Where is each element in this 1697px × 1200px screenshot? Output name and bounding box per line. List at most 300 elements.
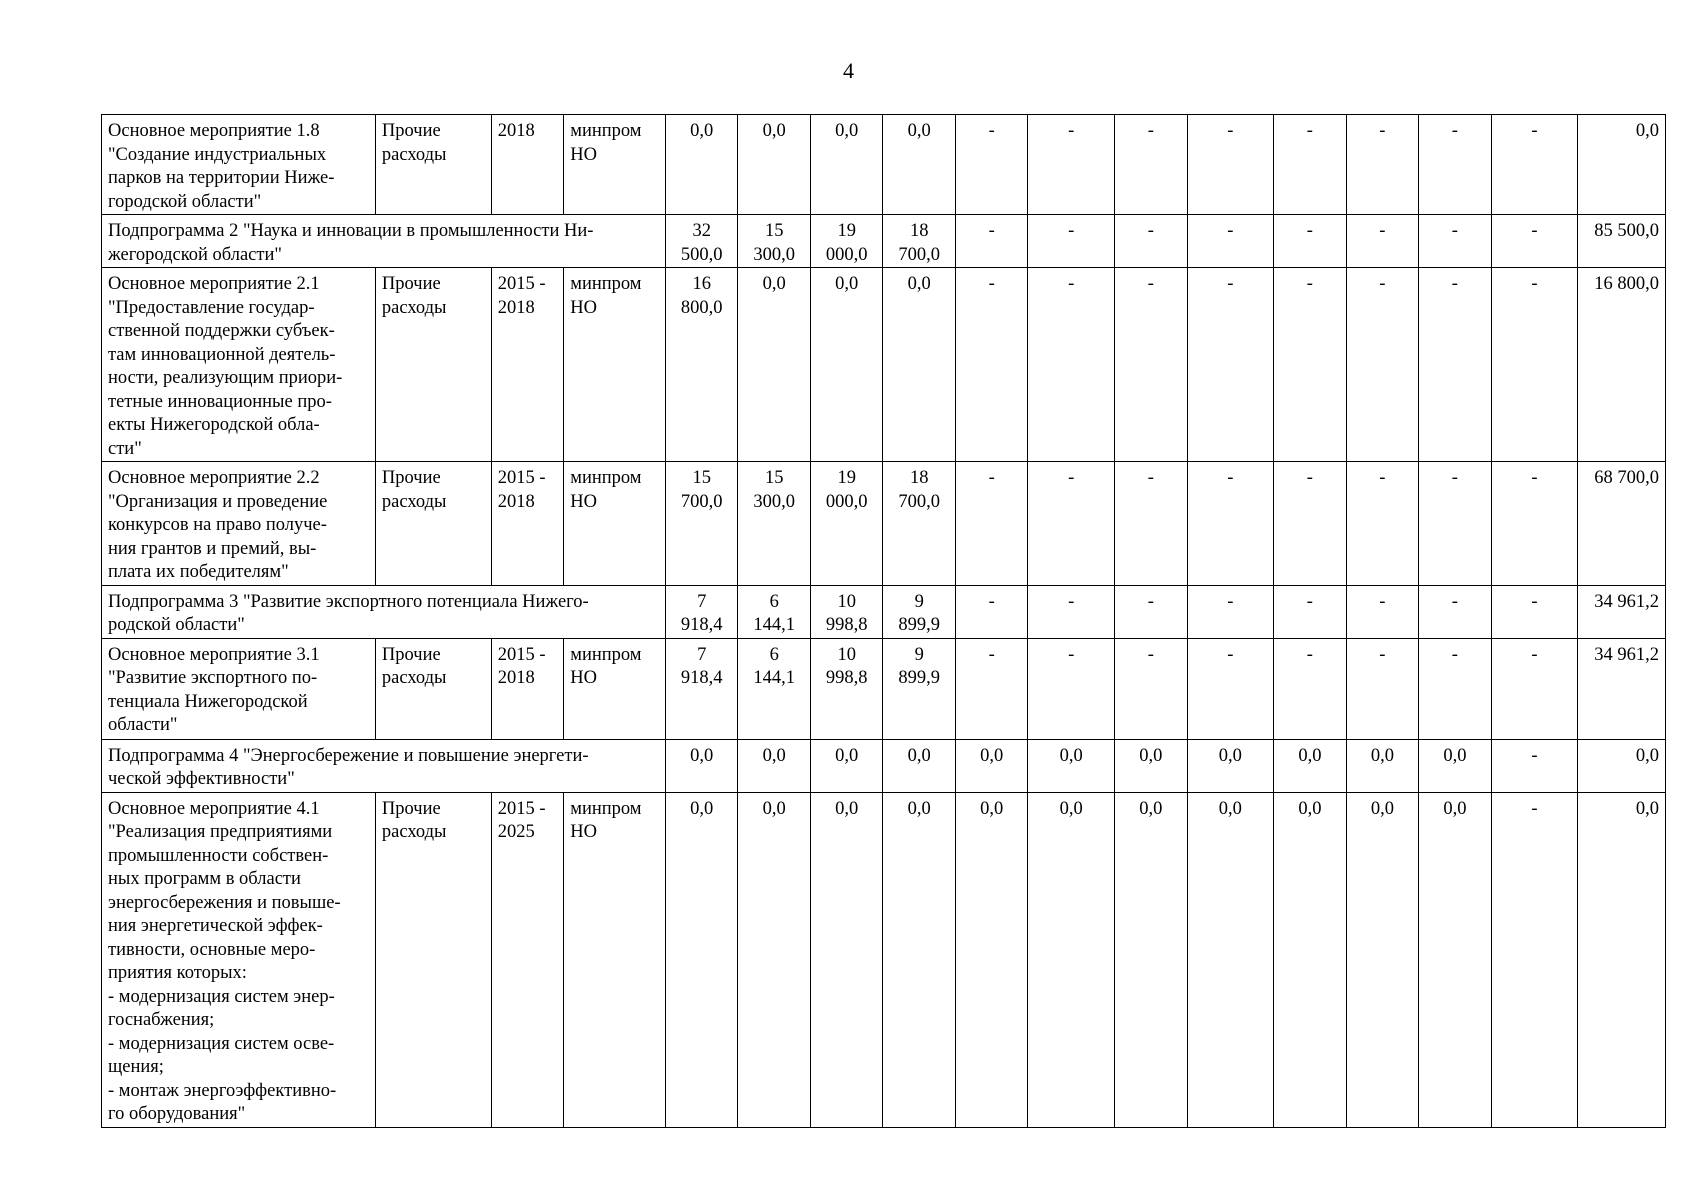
value-line: 0,0	[1139, 798, 1163, 819]
year-value-cell	[1028, 215, 1115, 268]
total-value: 16 800,0	[1594, 274, 1659, 294]
measure-name-line: "Развитие экспортного по-	[108, 668, 318, 688]
value-line: 7	[697, 644, 707, 665]
year-value-cell	[1115, 585, 1188, 638]
year-value-cell	[883, 115, 956, 215]
year-value-cell	[955, 268, 1028, 462]
subprogram-name-cell	[102, 585, 666, 638]
value-line: -	[988, 221, 995, 241]
measure-name-line: Основное мероприятие 2.1	[108, 274, 320, 294]
executor-cell	[564, 268, 666, 462]
value-line: 18	[909, 221, 929, 241]
value-line: 7	[697, 591, 707, 612]
value-line: -	[1531, 798, 1538, 819]
year-value-cell	[1274, 739, 1347, 792]
year-value-cell	[1187, 638, 1274, 739]
year-value-cell	[738, 268, 811, 462]
year-value-cell	[1419, 268, 1492, 462]
value-line: 0,0	[1443, 745, 1467, 766]
year-value-cell	[883, 739, 956, 792]
expense-type-line: Прочие	[381, 274, 441, 294]
value-line: 918,4	[680, 615, 723, 635]
value-line: 19	[837, 468, 856, 488]
expense-type-line: расходы	[381, 822, 447, 842]
value-line: 0,0	[907, 121, 931, 141]
year-value-cell	[955, 638, 1028, 739]
period-line: 2025	[497, 822, 535, 842]
year-value-cell	[1274, 462, 1347, 586]
expense-type-line: расходы	[381, 491, 447, 512]
executor-cell	[564, 115, 666, 215]
value-line: -	[988, 274, 995, 294]
year-value-cell	[883, 215, 956, 268]
measure-name-line: приятия которых:	[108, 963, 247, 983]
measure-row	[102, 268, 1666, 462]
value-line: 000,0	[825, 491, 868, 512]
year-value-cell	[1028, 739, 1115, 792]
value-line: 10	[837, 644, 856, 665]
year-value-cell	[810, 585, 883, 638]
measure-name-line: ственной поддержки субъек-	[108, 321, 335, 341]
expense-type-cell	[375, 638, 491, 739]
total-value: 68 700,0	[1594, 468, 1659, 488]
expense-type-cell	[375, 115, 491, 215]
measure-name-line: сти"	[108, 438, 142, 459]
value-line: 700,0	[898, 244, 940, 265]
executor-line: НО	[570, 297, 597, 318]
value-line: -	[1147, 221, 1154, 241]
year-value-cell	[955, 739, 1028, 792]
year-value-cell	[1346, 115, 1419, 215]
value-line: 899,9	[898, 615, 940, 635]
year-value-cell	[1115, 739, 1188, 792]
value-line: 0,0	[907, 274, 931, 294]
value-line: -	[988, 468, 995, 488]
value-line: -	[1306, 221, 1313, 241]
period-line: 2018	[497, 668, 535, 688]
measure-name-line: энергосбережения и повыше-	[108, 892, 341, 913]
period-line: 2018	[497, 121, 535, 141]
total-cell	[1578, 268, 1666, 462]
expense-type-cell	[375, 792, 491, 1127]
measure-name-cell	[102, 462, 376, 586]
value-line: -	[1379, 221, 1386, 241]
value-line: 0,0	[1059, 798, 1083, 819]
year-value-cell	[810, 638, 883, 739]
measure-name-line: - монтаж энергоэффективно-	[108, 1080, 337, 1101]
year-value-cell	[1346, 792, 1419, 1127]
total-cell	[1578, 215, 1666, 268]
subprogram-name-line: жегородской области"	[108, 244, 282, 265]
value-line: -	[1147, 468, 1154, 488]
year-value-cell	[810, 462, 883, 586]
value-line: 0,0	[1298, 745, 1322, 766]
value-line: -	[1147, 274, 1154, 294]
value-line: 10	[837, 591, 856, 612]
executor-cell	[564, 792, 666, 1127]
year-value-cell	[1491, 638, 1578, 739]
measure-row	[102, 115, 1666, 215]
year-value-cell	[955, 115, 1028, 215]
year-value-cell	[665, 739, 738, 792]
year-value-cell	[1187, 585, 1274, 638]
year-value-cell	[1346, 215, 1419, 268]
period-line: 2015 -	[497, 798, 546, 819]
year-value-cell	[1491, 215, 1578, 268]
year-value-cell	[883, 268, 956, 462]
year-value-cell	[1115, 792, 1188, 1127]
measure-name-line: тивности, основные меро-	[108, 939, 316, 960]
value-line: -	[1306, 274, 1313, 294]
year-value-cell	[1274, 215, 1347, 268]
year-value-cell	[883, 462, 956, 586]
year-value-cell	[1115, 462, 1188, 586]
measure-row	[102, 792, 1666, 1127]
year-value-cell	[1115, 638, 1188, 739]
year-value-cell	[1187, 268, 1274, 462]
value-line: -	[1531, 468, 1538, 488]
expense-type-line: Прочие	[381, 798, 441, 819]
measure-name-cell	[102, 268, 376, 462]
executor-line: НО	[570, 144, 597, 165]
value-line: 15	[764, 221, 784, 241]
measure-name-line: Основное мероприятие 4.1	[108, 798, 320, 819]
measure-name-line: Основное мероприятие 3.1	[108, 644, 320, 665]
executor-cell	[564, 638, 666, 739]
value-line: 000,0	[825, 244, 868, 265]
expense-type-line: Прочие	[381, 121, 441, 141]
year-value-cell	[1187, 115, 1274, 215]
period-line: 2018	[497, 491, 535, 512]
year-value-cell	[665, 638, 738, 739]
subprogram-row	[102, 585, 1666, 638]
value-line: 144,1	[753, 615, 795, 635]
measure-name-line: плата их победителям"	[108, 562, 289, 582]
total-cell	[1578, 462, 1666, 586]
value-line: 9	[914, 591, 924, 612]
year-value-cell	[1115, 268, 1188, 462]
year-value-cell	[1028, 638, 1115, 739]
value-line: 0,0	[690, 121, 714, 141]
value-line: -	[1531, 745, 1538, 766]
value-line: -	[1068, 468, 1075, 488]
measure-name-line: екты Нижегородской обла-	[108, 415, 320, 435]
value-line: -	[1451, 644, 1458, 665]
year-value-cell	[738, 792, 811, 1127]
year-value-cell	[810, 215, 883, 268]
total-cell	[1578, 638, 1666, 739]
budget-table	[101, 114, 1666, 1128]
year-value-cell	[665, 115, 738, 215]
value-line: 899,9	[898, 668, 940, 688]
value-line: -	[1068, 644, 1075, 665]
period-cell	[491, 792, 564, 1127]
value-line: 15	[692, 468, 711, 488]
measure-name-line: "Реализация предприятиями	[108, 822, 333, 842]
measure-name-line: ния энергетической эффек-	[108, 916, 323, 936]
value-line: -	[1531, 591, 1538, 612]
value-line: -	[1531, 274, 1538, 294]
value-line: -	[1451, 468, 1458, 488]
value-line: -	[1451, 274, 1458, 294]
subprogram-name-line: Подпрограмма 3 "Развитие экспортного потенциала Нижего-	[108, 591, 589, 612]
period-line: 2018	[497, 297, 535, 318]
year-value-cell	[738, 215, 811, 268]
executor-line: НО	[570, 668, 597, 688]
value-line: -	[988, 121, 995, 141]
value-line: 19	[837, 221, 856, 241]
expense-type-line: расходы	[381, 668, 447, 688]
value-line: 0,0	[835, 745, 859, 766]
year-value-cell	[1491, 792, 1578, 1127]
total-cell	[1578, 739, 1666, 792]
year-value-cell	[1028, 462, 1115, 586]
year-value-cell	[810, 268, 883, 462]
year-value-cell	[883, 638, 956, 739]
value-line: 0,0	[980, 745, 1004, 766]
value-line: 0,0	[1218, 745, 1242, 766]
total-value: 34 961,2	[1594, 644, 1659, 665]
value-line: 15	[764, 468, 784, 488]
year-value-cell	[883, 792, 956, 1127]
year-value-cell	[1419, 739, 1492, 792]
measure-name-line: конкурсов на право получе-	[108, 515, 327, 535]
subprogram-row	[102, 739, 1666, 792]
value-line: -	[1147, 644, 1154, 665]
year-value-cell	[738, 638, 811, 739]
value-line: 500,0	[680, 244, 723, 265]
year-value-cell	[1491, 462, 1578, 586]
measure-name-line: щения;	[108, 1057, 164, 1077]
period-line: 2015 -	[497, 274, 546, 294]
year-value-cell	[665, 215, 738, 268]
year-value-cell	[738, 462, 811, 586]
year-value-cell	[1028, 115, 1115, 215]
value-line: -	[1227, 274, 1234, 294]
value-line: -	[1531, 121, 1538, 141]
value-line: -	[1531, 644, 1538, 665]
expense-type-line: расходы	[381, 144, 447, 165]
value-line: -	[1306, 591, 1313, 612]
value-line: -	[1379, 644, 1386, 665]
subprogram-name-cell	[102, 739, 666, 792]
expense-type-cell	[375, 462, 491, 586]
year-value-cell	[738, 585, 811, 638]
year-value-cell	[1115, 215, 1188, 268]
value-line: 0,0	[762, 274, 786, 294]
value-line: -	[1306, 468, 1313, 488]
subprogram-name-cell	[102, 215, 666, 268]
value-line: -	[1306, 644, 1313, 665]
executor-line: минпром	[570, 798, 642, 819]
year-value-cell	[955, 792, 1028, 1127]
executor-line: минпром	[570, 468, 642, 488]
executor-line: минпром	[570, 121, 642, 141]
measure-name-line: городской области"	[108, 191, 262, 212]
value-line: 0,0	[907, 745, 931, 766]
measure-name-line: Основное мероприятие 2.2	[108, 468, 320, 488]
year-value-cell	[1187, 739, 1274, 792]
measure-name-line: го оборудования"	[108, 1104, 246, 1124]
year-value-cell	[1028, 268, 1115, 462]
year-value-cell	[1187, 462, 1274, 586]
year-value-cell	[1491, 115, 1578, 215]
year-value-cell	[1491, 268, 1578, 462]
expense-type-cell	[375, 268, 491, 462]
year-value-cell	[1028, 585, 1115, 638]
value-line: -	[1147, 591, 1154, 612]
year-value-cell	[1274, 792, 1347, 1127]
total-cell	[1578, 792, 1666, 1127]
value-line: 0,0	[1218, 798, 1242, 819]
measure-name-line: "Организация и проведение	[108, 491, 328, 512]
value-line: -	[1068, 274, 1075, 294]
year-value-cell	[665, 462, 738, 586]
year-value-cell	[1346, 739, 1419, 792]
value-line: 32	[692, 221, 711, 241]
year-value-cell	[1187, 215, 1274, 268]
measure-name-line: ния грантов и премий, вы-	[108, 538, 317, 559]
value-line: 0,0	[835, 798, 859, 819]
executor-line: минпром	[570, 644, 642, 665]
period-line: 2015 -	[497, 468, 546, 488]
value-line: -	[988, 644, 995, 665]
value-line: 0,0	[1139, 745, 1163, 766]
measure-name-line: парков на территории Ниже-	[108, 168, 335, 188]
year-value-cell	[883, 585, 956, 638]
expense-type-line: Прочие	[381, 644, 441, 665]
year-value-cell	[1419, 115, 1492, 215]
value-line: -	[1451, 121, 1458, 141]
total-value: 0,0	[1635, 745, 1659, 766]
total-value: 0,0	[1635, 798, 1659, 819]
year-value-cell	[1419, 792, 1492, 1127]
year-value-cell	[1274, 115, 1347, 215]
value-line: -	[1227, 221, 1234, 241]
year-value-cell	[1115, 115, 1188, 215]
measure-name-line: промышленности собствен-	[108, 845, 329, 866]
measure-name-line: ных программ в области	[108, 869, 301, 889]
value-line: -	[1068, 121, 1075, 141]
value-line: -	[1068, 591, 1075, 612]
measure-name-line: "Предоставление государ-	[108, 297, 315, 318]
total-value: 34 961,2	[1594, 591, 1659, 612]
subprogram-name-line: родской области"	[108, 615, 245, 635]
value-line: 9	[914, 644, 924, 665]
value-line: 0,0	[690, 798, 714, 819]
year-value-cell	[1274, 585, 1347, 638]
year-value-cell	[1491, 739, 1578, 792]
value-line: -	[1306, 121, 1313, 141]
measure-name-line: - модернизация систем энер-	[108, 986, 335, 1007]
value-line: 0,0	[762, 798, 786, 819]
executor-line: НО	[570, 822, 597, 842]
value-line: 0,0	[907, 798, 931, 819]
expense-type-line: расходы	[381, 297, 447, 318]
period-cell	[491, 638, 564, 739]
period-cell	[491, 462, 564, 586]
subprogram-name-line: ческой эффективности"	[108, 769, 295, 789]
value-line: -	[1379, 274, 1386, 294]
value-line: 0,0	[690, 745, 714, 766]
measure-name-line: области"	[108, 715, 178, 735]
value-line: -	[1379, 591, 1386, 612]
value-line: 998,8	[825, 668, 868, 688]
year-value-cell	[810, 739, 883, 792]
measure-name-cell	[102, 792, 376, 1127]
value-line: 0,0	[1370, 745, 1394, 766]
value-line: 0,0	[1059, 745, 1083, 766]
year-value-cell	[1274, 638, 1347, 739]
page-number: 4	[843, 58, 854, 83]
year-value-cell	[955, 215, 1028, 268]
value-line: -	[1379, 121, 1386, 141]
value-line: 6	[769, 644, 779, 665]
year-value-cell	[955, 585, 1028, 638]
year-value-cell	[738, 115, 811, 215]
measure-name-line: Основное мероприятие 1.8	[108, 121, 320, 141]
executor-line: минпром	[570, 274, 642, 294]
value-line: 6	[769, 591, 779, 612]
value-line: -	[1227, 644, 1234, 665]
year-value-cell	[1028, 792, 1115, 1127]
value-line: -	[1227, 591, 1234, 612]
measure-name-line: тенциала Нижегородской	[108, 691, 308, 712]
value-line: 0,0	[1443, 798, 1467, 819]
value-line: 0,0	[980, 798, 1004, 819]
measure-row	[102, 462, 1666, 586]
total-value: 85 500,0	[1594, 221, 1659, 241]
expense-type-line: Прочие	[381, 468, 441, 488]
value-line: 18	[909, 468, 929, 488]
value-line: -	[1451, 221, 1458, 241]
measure-name-cell	[102, 115, 376, 215]
value-line: 700,0	[898, 491, 940, 512]
year-value-cell	[1346, 268, 1419, 462]
year-value-cell	[1419, 585, 1492, 638]
period-cell	[491, 115, 564, 215]
year-value-cell	[1491, 585, 1578, 638]
year-value-cell	[665, 792, 738, 1127]
measure-name-line: - модернизация систем осве-	[108, 1033, 335, 1054]
measure-name-line: госнабжения;	[108, 1010, 215, 1030]
value-line: 144,1	[753, 668, 795, 688]
year-value-cell	[1187, 792, 1274, 1127]
total-cell	[1578, 115, 1666, 215]
value-line: 0,0	[835, 121, 859, 141]
period-cell	[491, 268, 564, 462]
measure-name-line: тетные инновационные про-	[108, 391, 332, 412]
year-value-cell	[1346, 462, 1419, 586]
year-value-cell	[1419, 462, 1492, 586]
measure-name-line: там инновационной деятель-	[108, 344, 336, 365]
year-value-cell	[955, 462, 1028, 586]
value-line: -	[988, 591, 995, 612]
year-value-cell	[1346, 585, 1419, 638]
total-value: 0,0	[1635, 121, 1659, 141]
value-line: -	[1451, 591, 1458, 612]
value-line: 700,0	[680, 491, 723, 512]
value-line: -	[1147, 121, 1154, 141]
value-line: -	[1379, 468, 1386, 488]
year-value-cell	[810, 115, 883, 215]
value-line: 800,0	[680, 297, 723, 318]
value-line: -	[1531, 221, 1538, 241]
value-line: 0,0	[1370, 798, 1394, 819]
executor-line: НО	[570, 491, 597, 512]
value-line: 0,0	[762, 745, 786, 766]
value-line: 0,0	[1298, 798, 1322, 819]
